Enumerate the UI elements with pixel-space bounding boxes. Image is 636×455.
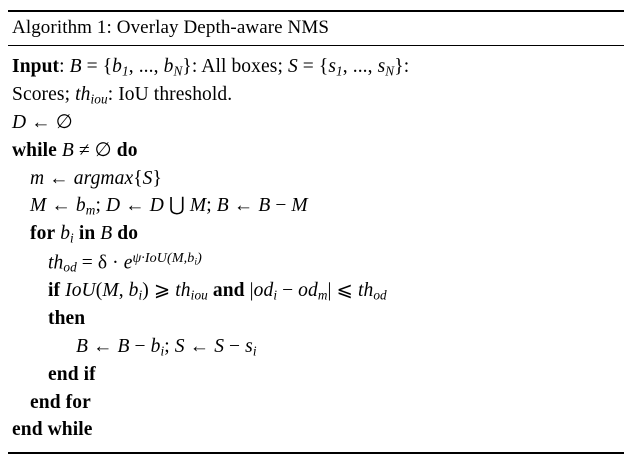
algorithm-caption: Algorithm 1: Overlay Depth-aware NMS — [12, 17, 330, 38]
algorithm-line-assign-m: M ← $b_m$; D ← D ⋃ M; B ← B − M — [30, 195, 308, 218]
algorithm-line-argmax: m ← argmax{S} — [30, 167, 162, 189]
algorithm-line-for-header: for $b_i$ in B do — [30, 223, 139, 246]
algorithm-line-suppress: B ← $B - b_i$; S ← $S - s_i$ — [75, 335, 257, 359]
algorithm-line-th-od: $th_{od} = \delta \cdot e^{\psi\cdot IoU(M,b_i)}$ — [48, 249, 202, 275]
algorithm-line-while-header: while B ≠ ∅ do — [12, 139, 138, 161]
algorithm-line-input-1: Input: $B = \{b_1$, ..., $b_N$}: All boxes; $S = \{s_1$, ..., $s_N$}: — [12, 56, 410, 79]
algorithm-body — [8, 46, 624, 452]
algorithm-line-end-if: end if — [48, 364, 96, 386]
algorithm-line-then-keyword: then — [48, 308, 86, 330]
algorithm-line-end-for: end for — [30, 391, 91, 413]
algorithm-line-input-2: Scores; $th_{iou}$: IoU threshold. — [12, 84, 233, 107]
algorithm-line-if-condition: if IoU(M, $b_i$) ⩾ $th_{iou}$ and $|od_i - od_m|$ ⩽ $th_{od}$ — [48, 280, 387, 303]
algorithm-line-end-while: end while — [12, 419, 93, 441]
algorithm-block — [8, 10, 624, 454]
algorithm-bottom-rule — [8, 452, 624, 454]
algorithm-line-init-d: D ← ∅ — [12, 112, 73, 134]
